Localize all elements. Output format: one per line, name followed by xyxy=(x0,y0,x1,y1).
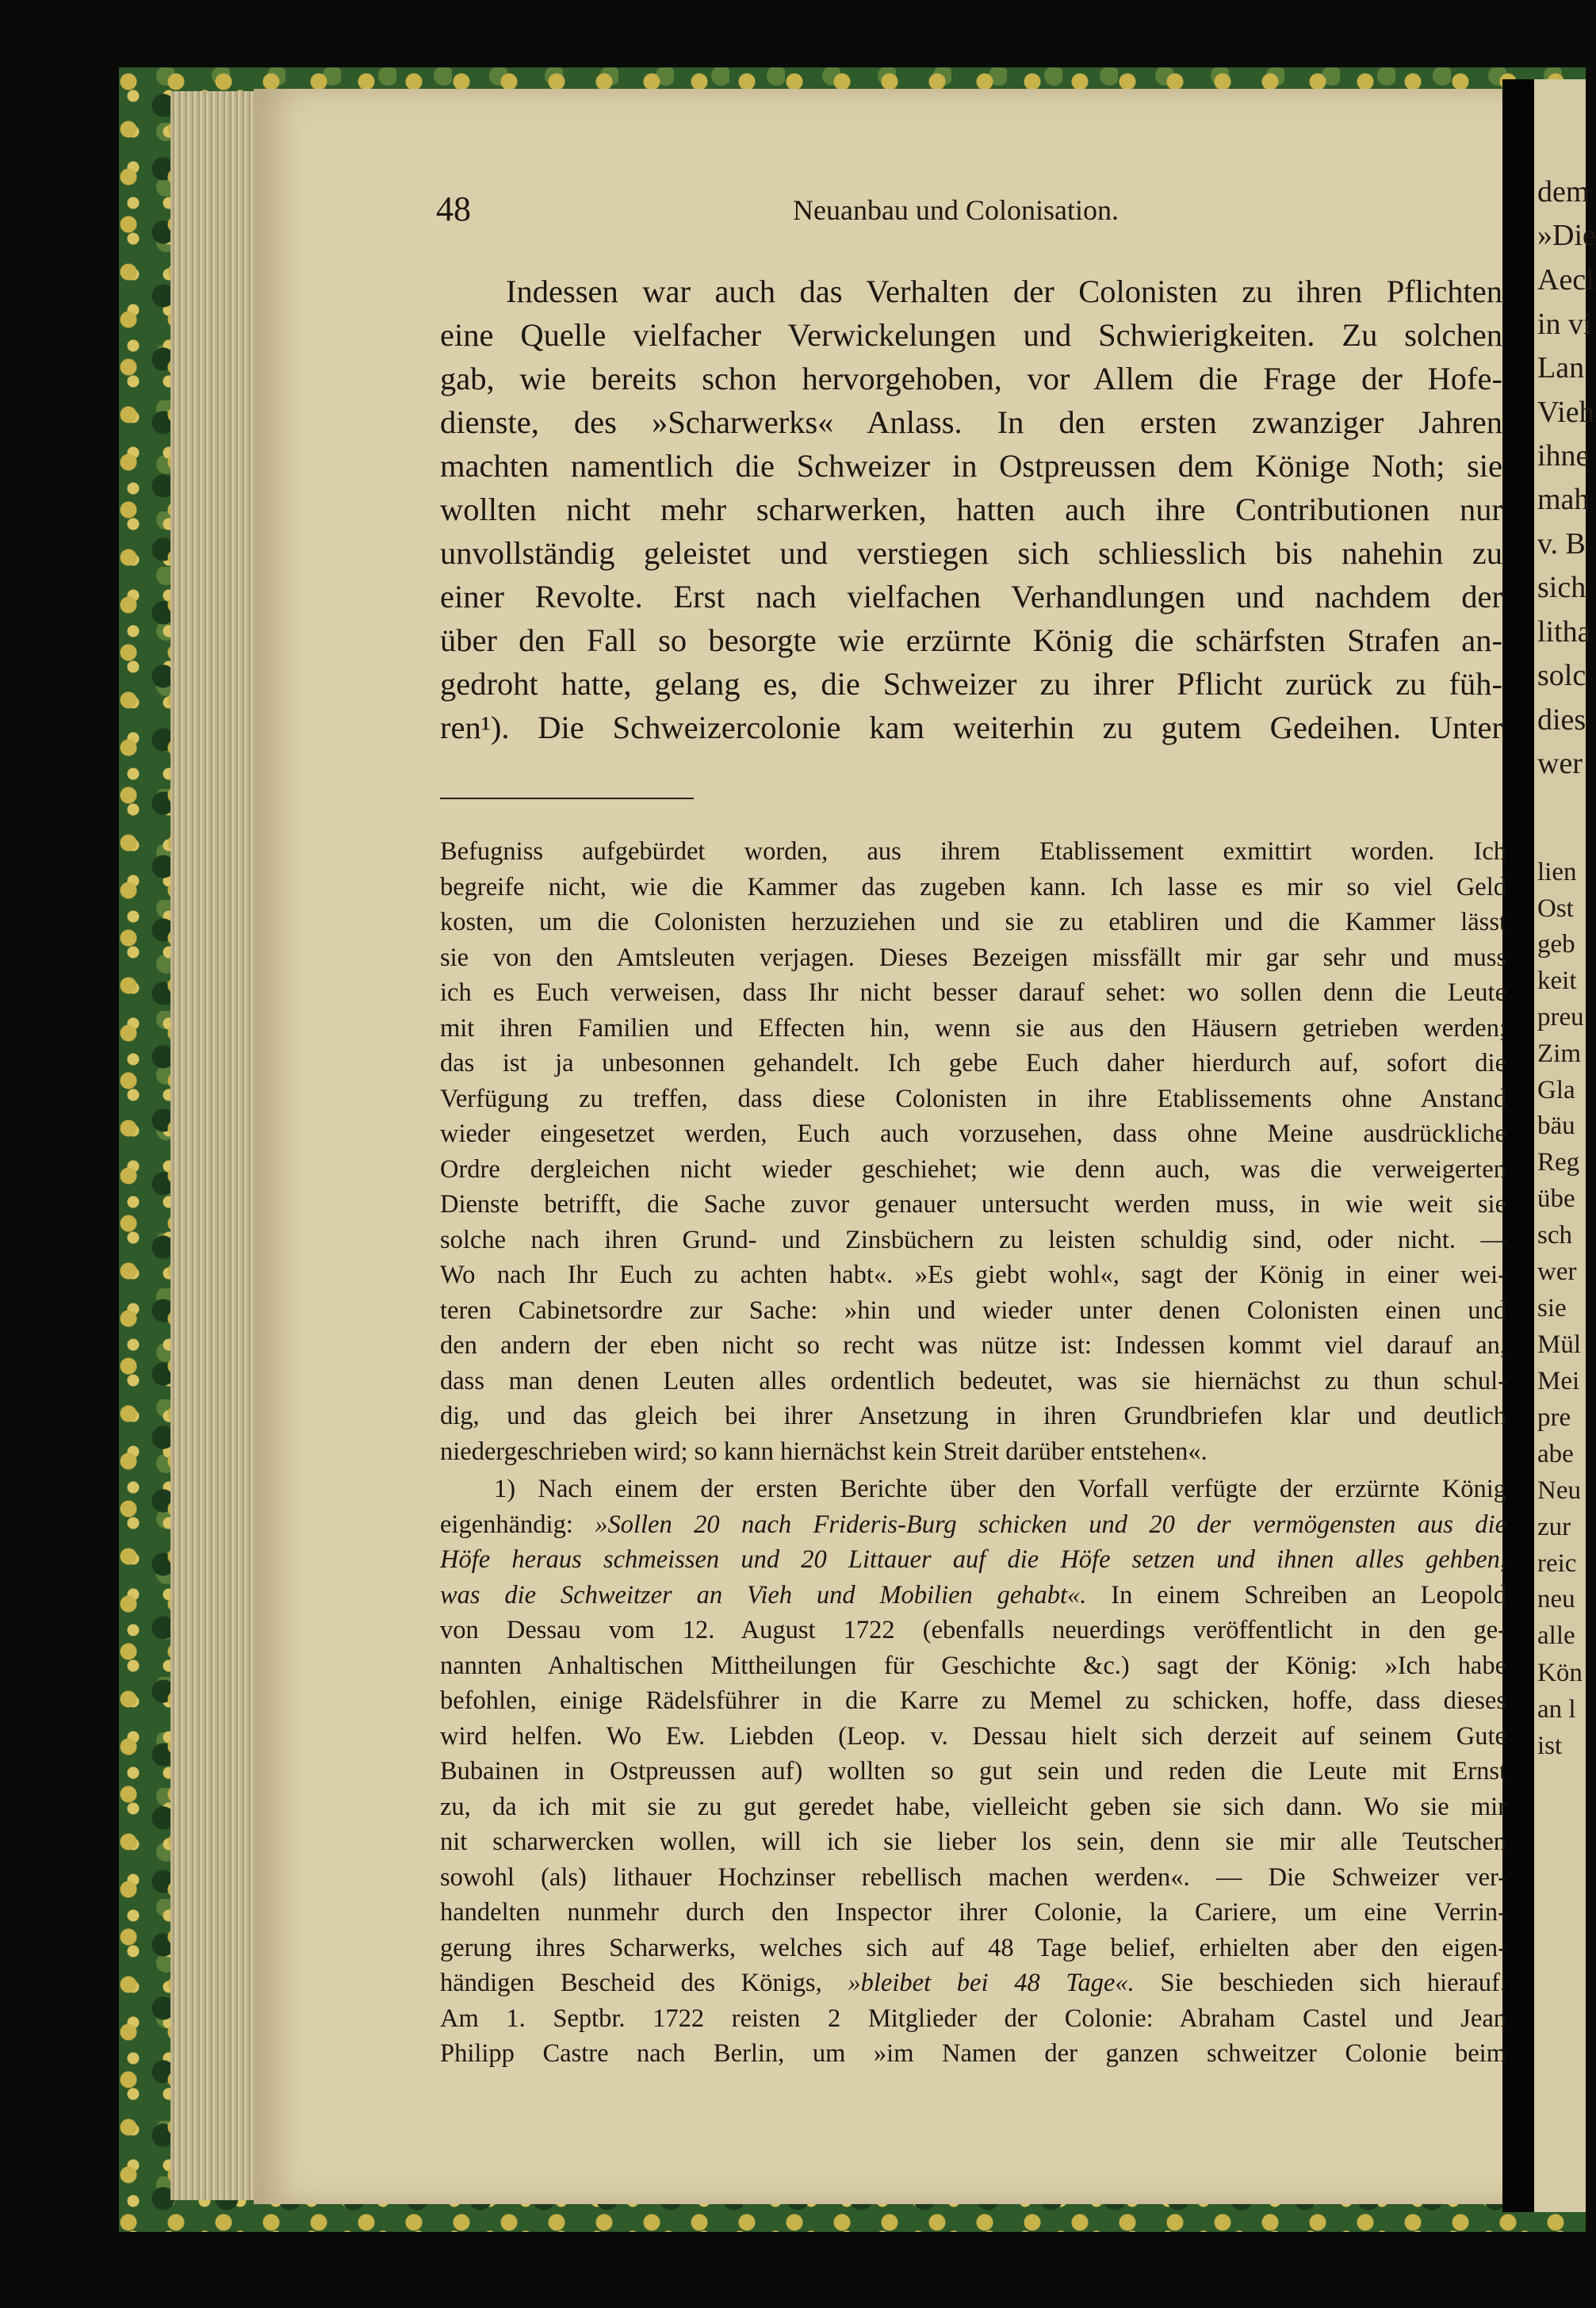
footnote-line: nannten Anhaltischen Mittheilungen für Geschichte &c.) sagt der König: »Ich habe xyxy=(440,1651,1506,1680)
next-page-fragment: geb xyxy=(1537,930,1575,959)
next-page-fragment: Mei xyxy=(1537,1367,1580,1395)
page-number: 48 xyxy=(436,189,471,228)
footnote-line: Befugniss aufgebürdet worden, aus ihrem Etablissement exmittirt worden. Ich xyxy=(440,837,1506,866)
next-page-edge xyxy=(1534,79,1596,2212)
page-edge-stack xyxy=(170,91,259,2200)
next-page-fragment: solc xyxy=(1537,659,1586,692)
italic-quote: Höfe heraus schmeissen und 20 Littauer auf die Höfe setzen und ihnen alles gehben, xyxy=(440,1545,1506,1574)
footnote-line: Ordre dergleichen nicht wieder geschiehet; wie denn auch, was die verweigerten xyxy=(440,1154,1506,1184)
next-page-fragment: sie xyxy=(1537,1294,1567,1322)
next-page-fragment: Reg xyxy=(1537,1148,1580,1177)
footnote-line: das ist ja unbesonnen gehandelt. Ich gebe Euch daher hierdurch auf, sofort die xyxy=(440,1049,1506,1077)
footnote-line xyxy=(440,1542,1506,1578)
next-page-fragment: neu xyxy=(1537,1585,1575,1613)
footnote-line: den andern der eben nicht so recht was nütze ist: Indessen kommt viel darauf an, xyxy=(440,1331,1506,1360)
footnote-line: gerung ihres Scharwerks, welches sich auf 48 Tage belief, erhielten aber den eigen- xyxy=(440,1933,1506,1962)
footnote-line: wieder eingesetzet werden, Euch auch vorzusehen, dass ohne Meine ausdrückliche xyxy=(440,1120,1506,1148)
next-page-fragment: übe xyxy=(1537,1185,1575,1213)
text-line: wollten nicht mehr scharwerken, hatten auch ihre Contributionen nur xyxy=(440,492,1502,527)
next-page-fragment: ist xyxy=(1537,1732,1563,1760)
next-page-fragment: bäu xyxy=(1537,1112,1575,1140)
footnote-line: mit ihren Familien und Effecten hin, wenn sie aus den Häusern getrieben werden; xyxy=(440,1013,1506,1043)
next-page-fragment: sich xyxy=(1537,571,1586,604)
footnote-line: solche nach ihren Grund- und Zinsbüchern zu leisten schuldig sind, oder nicht. — xyxy=(440,1225,1506,1254)
next-page-fragment: »Die xyxy=(1537,219,1596,252)
next-page-fragment: Ost xyxy=(1537,894,1574,923)
text-line: unvollständig geleistet und verstiegen sich schliesslich bis nahehin zu xyxy=(440,535,1502,571)
next-page-fragment: dem xyxy=(1537,175,1590,209)
footnote-line: sowohl (als) lithauer Hochzinser rebellisch machen werden«. — Die Schweizer ver- xyxy=(440,1862,1506,1892)
next-page-fragment: wer xyxy=(1537,1257,1577,1286)
next-page-fragment: v. B xyxy=(1537,527,1586,561)
next-page-fragment: Neu xyxy=(1537,1476,1581,1505)
footnote-line: eigenhändig: »Sollen 20 nach Frideris-Burg schicken und 20 der vermögensten aus die xyxy=(440,1510,1506,1539)
footnote-line: von Dessau vom 12. August 1722 (ebenfalls neuerdings veröffentlicht in den ge- xyxy=(440,1616,1506,1644)
next-page-fragment: Vieh xyxy=(1537,396,1594,429)
text-line: einer Revolte. Erst nach vielfachen Verhandlungen und nachdem der xyxy=(440,579,1502,614)
footnote-separator xyxy=(440,798,694,799)
next-page-fragment: zur xyxy=(1537,1513,1571,1541)
footnote-line: Philipp Castre nach Berlin, um »im Namen der ganzen schweitzer Colonie beim xyxy=(440,2039,1506,2068)
book-gutter xyxy=(1502,79,1534,2212)
footnote-line: kosten, um die Colonisten herzuziehen und sie zu etabliren und die Kammer lässt xyxy=(440,908,1506,936)
footnote-line: händigen Bescheid des Königs, »bleibet bei 48 Tage«. Sie beschieden sich hierauf. xyxy=(440,1969,1506,1997)
next-page-fragment: preu xyxy=(1537,1003,1584,1032)
footnote-line: befohlen, einige Rädelsführer in die Karre zu Memel zu schicken, hoffe, dass dieses xyxy=(440,1686,1506,1715)
main-text xyxy=(440,270,1502,749)
text-line: dienste, des »Scharwerks« Anlass. In den ersten zwanziger Jahren xyxy=(440,404,1502,440)
text-line: Indessen war auch das Verhalten der Colonisten zu ihren Pflichten xyxy=(506,274,1502,309)
running-title: Neuanbau und Colonisation. xyxy=(793,194,1119,226)
next-page-fragment: sch xyxy=(1537,1221,1572,1250)
footnote-line: dig, und das gleich bei ihrer Ansetzung in ihren Grundbriefen klar und deutlich xyxy=(440,1402,1506,1430)
footnote-line: niedergeschrieben wird; so kann hiernächst kein Streit darüber entstehen«. xyxy=(440,1437,1208,1466)
footnote-line: Wo nach Ihr Euch zu achten habt«. »Es giebt wohl«, sagt der König in einer wei- xyxy=(440,1261,1506,1289)
next-page-fragment: ihne xyxy=(1537,439,1590,473)
next-page-fragment: dies xyxy=(1537,703,1586,737)
text-line: gedroht hatte, gelang es, die Schweizer zu ihrer Pflicht zurück zu füh- xyxy=(440,666,1502,702)
next-page-fragment: abe xyxy=(1537,1440,1574,1468)
footnote-line: was die Schweitzer an Vieh und Mobilien gehabt«. In einem Schreiben an Leopold xyxy=(440,1580,1506,1609)
text-line: eine Quelle vielfacher Verwickelungen und Schwierigkeiten. Zu solchen xyxy=(440,317,1502,353)
next-page-fragment: mah xyxy=(1537,483,1590,516)
next-page-fragment: Lan xyxy=(1537,351,1585,385)
next-page-fragment: keit xyxy=(1537,966,1577,995)
footnote-line: begreife nicht, wie die Kammer das zugeben kann. Ich lasse es mir so viel Geld xyxy=(440,872,1506,901)
text-line: machten namentlich die Schweizer in Ostpreussen dem Könige Noth; sie xyxy=(440,448,1502,484)
text-line: über den Fall so besorgte wie erzürnte König die schärfsten Strafen an- xyxy=(440,622,1502,658)
next-page-fragment: an l xyxy=(1537,1695,1576,1724)
next-page-fragment: Gla xyxy=(1537,1076,1575,1104)
next-page-fragment: pre xyxy=(1537,1403,1571,1432)
footnote-line: handelten nunmehr durch den Inspector ihrer Colonie, la Cariere, um eine Verrin- xyxy=(440,1898,1506,1927)
next-page-fragment: alle xyxy=(1537,1621,1575,1650)
footnote-line: nit scharwercken wollen, will ich sie lieber los sein, denn sie mir alle Teutschen xyxy=(440,1828,1506,1856)
next-page-fragment: Mül xyxy=(1537,1330,1582,1359)
footnote-line: Bubainen in Ostpreussen auf) wollten so gut sein und reden die Leute mit Ernst xyxy=(440,1757,1506,1786)
footnote-continued xyxy=(440,834,1506,1469)
next-page-fragment: in vi xyxy=(1537,308,1592,341)
text-line: gab, wie bereits schon hervorgehoben, vor Allem die Frage der Hofe- xyxy=(440,361,1502,396)
next-page-fragment: Aecl xyxy=(1537,263,1594,297)
footnote-line: Am 1. Septbr. 1722 reisten 2 Mitglieder der Colonie: Abraham Castel und Jean xyxy=(440,2004,1506,2033)
footnote-line: Verfügung zu treffen, dass diese Colonisten in ihre Etablissements ohne Anstand xyxy=(440,1084,1506,1113)
footnote-line: wird helfen. Wo Ew. Liebden (Leop. v. Dessau hielt sich derzeit auf seinem Gute xyxy=(440,1721,1506,1751)
footnote-line: dass man denen Leuten alles ordentlich bedeutet, was sie hiernächst zu thun schul- xyxy=(440,1366,1506,1395)
footnote-line: Dienste betrifft, die Sache zuvor genauer untersucht werden muss, in wie weit sie xyxy=(440,1190,1506,1219)
footnote-1 xyxy=(440,1472,1506,2072)
next-page-fragment: reic xyxy=(1537,1549,1577,1578)
next-page-fragment: Kön xyxy=(1537,1659,1583,1687)
footnote-line: ich es Euch verweisen, dass Ihr nicht besser darauf sehet: wo sollen denn die Leute xyxy=(440,978,1506,1007)
page-header xyxy=(436,189,1506,233)
text-line: ren¹). Die Schweizercolonie kam weiterhin zu gutem Gedeihen. Unter xyxy=(440,710,1502,745)
italic-quote: »Sollen 20 nach Frideris-Burg schicken und 20 der vermögensten aus die xyxy=(595,1510,1506,1539)
next-page-fragment: Zim xyxy=(1537,1039,1581,1068)
next-page-fragment: wer xyxy=(1537,747,1583,780)
italic-quote: was die Schweitzer an Vieh und Mobilien gehabt«. xyxy=(440,1580,1087,1609)
footnote-line: sie von den Amtsleuten verjagen. Dieses Bezeigen missfällt mir gar sehr und muss xyxy=(440,943,1506,972)
footnote-line: 1) Nach einem der ersten Berichte über den Vorfall verfügte der erzürnte König xyxy=(494,1475,1506,1503)
next-page-fragment: litha xyxy=(1537,615,1591,649)
footnote-line: teren Cabinetsordre zur Sache: »hin und wieder unter denen Colonisten einen und xyxy=(440,1296,1506,1325)
next-page-fragment: lien xyxy=(1537,858,1577,886)
italic-quote: »bleibet bei 48 Tage«. xyxy=(848,1969,1135,1997)
footnote-line: zu, da ich mit sie zu gut geredet habe, vielleicht geben sie sich dann. Wo sie mir xyxy=(440,1792,1506,1821)
